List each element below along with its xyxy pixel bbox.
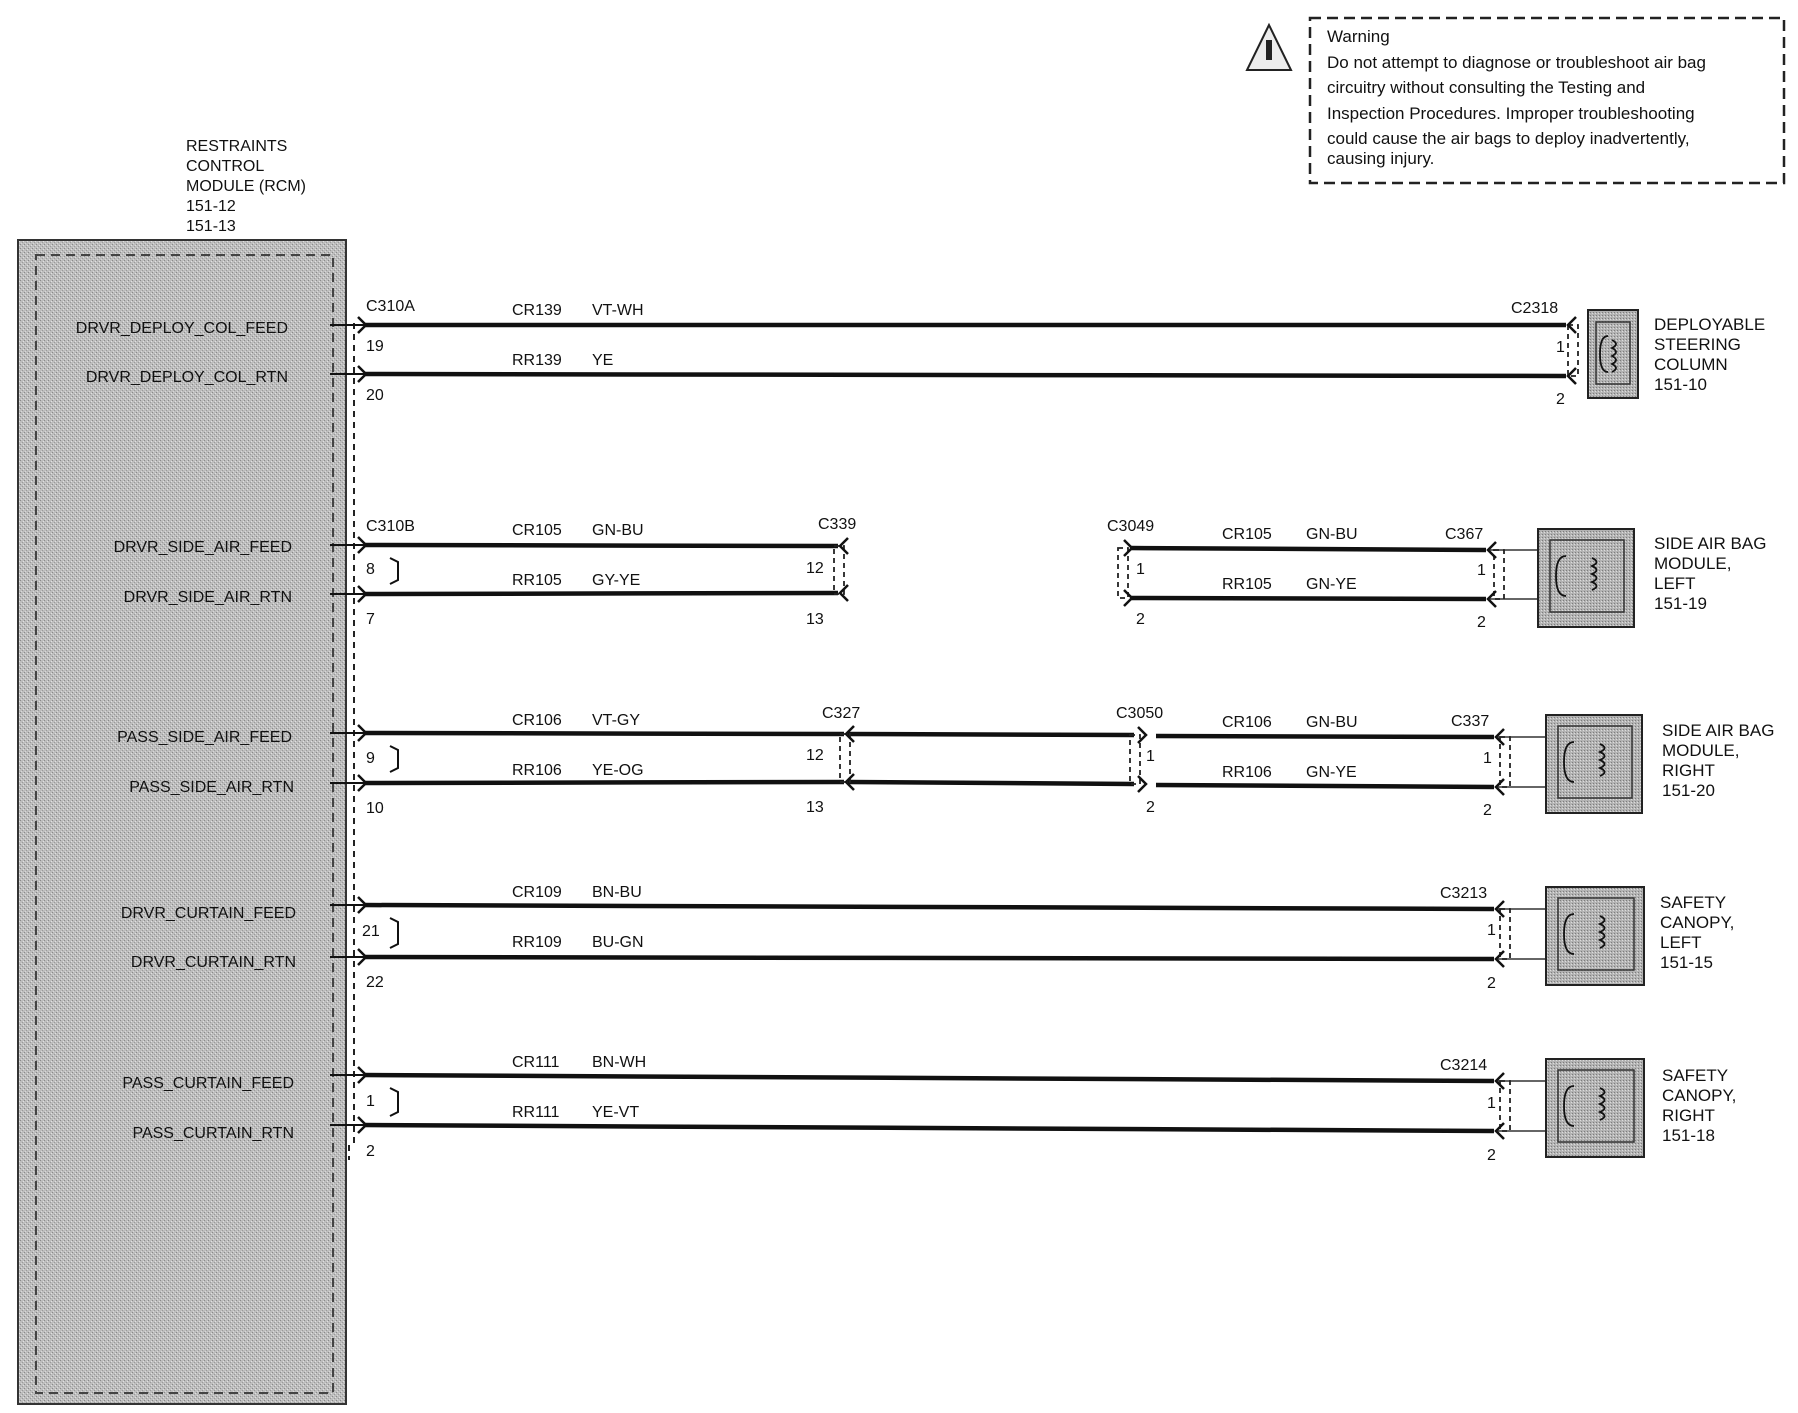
- rcm-label-line: RESTRAINTS: [186, 138, 288, 155]
- component-side-air-bag-left: [1538, 529, 1634, 627]
- warning-line: Do not attempt to diagnose or troubleshoot air bag: [1327, 53, 1706, 72]
- wire: [364, 733, 844, 734]
- rcm-connector-outline: [349, 323, 354, 1160]
- rcm-pin-label: PASS_CURTAIN_FEED: [122, 1075, 294, 1092]
- component-label: LEFT: [1654, 574, 1696, 593]
- pin-number: 2: [1146, 799, 1155, 816]
- component-label: 151-10: [1654, 375, 1707, 394]
- component-connector-outline: [1500, 1081, 1510, 1131]
- component-side-air-bag-right: [1546, 715, 1642, 813]
- pin-number: 12: [806, 747, 824, 764]
- wire-color: YE-VT: [592, 1104, 640, 1121]
- wire-color: GY-YE: [592, 572, 641, 589]
- pin-number: 10: [366, 800, 384, 817]
- twisted-pair-bracket: [390, 1088, 398, 1116]
- connector-label: C3214: [1440, 1057, 1488, 1074]
- component-connector-outline: [1500, 737, 1510, 787]
- pin-number: 1: [366, 1093, 375, 1110]
- wire-color: GN-BU: [592, 522, 644, 539]
- circuit-id: CR105: [512, 522, 562, 539]
- component-deployable-steering-column: [1588, 310, 1638, 398]
- wire: [364, 957, 1494, 959]
- twisted-pair-bracket: [390, 918, 398, 948]
- wire: [1130, 598, 1486, 599]
- circuit-id: CR109: [512, 884, 562, 901]
- connector-label: C327: [822, 705, 861, 722]
- pin-number: 1: [1477, 562, 1486, 579]
- component-label: SAFETY: [1660, 893, 1727, 912]
- circuit-id: RR139: [512, 352, 562, 369]
- connector-label: C3050: [1116, 705, 1164, 722]
- circuit-id: RR111: [512, 1104, 560, 1121]
- pin-number: 13: [806, 611, 824, 628]
- warning-line: could cause the air bags to deploy inadvertently,: [1327, 129, 1690, 148]
- component-label: 151-20: [1662, 781, 1715, 800]
- circuit-id: CR106: [512, 712, 562, 729]
- wire-color: GN-YE: [1306, 764, 1357, 781]
- wire: [1130, 548, 1486, 550]
- wire-color: GN-BU: [1306, 714, 1358, 731]
- pin-number: 2: [1487, 1147, 1496, 1164]
- circuit-id: RR105: [512, 572, 562, 589]
- pin-number: 19: [366, 338, 384, 355]
- warning-line: causing injury.: [1327, 149, 1435, 168]
- wire-color: VT-WH: [592, 302, 644, 319]
- pin-number: 1: [1487, 1095, 1496, 1112]
- circuit-id: RR106: [512, 762, 562, 779]
- rcm-pin-label: DRVR_CURTAIN_FEED: [120, 905, 296, 922]
- circuit-id: CR111: [512, 1054, 560, 1071]
- rcm-pin-label: PASS_SIDE_AIR_RTN: [129, 779, 294, 796]
- pin-number: 1: [1487, 922, 1496, 939]
- pin-number: 22: [366, 974, 384, 991]
- wire-color: GN-YE: [1306, 576, 1357, 593]
- wire-color: YE: [592, 352, 614, 369]
- pin-number: 1: [1146, 748, 1155, 765]
- pin-number: 2: [1483, 802, 1492, 819]
- rcm-pin-label: DRVR_DEPLOY_COL_FEED: [75, 320, 288, 337]
- circuit-id: RR105: [1222, 576, 1272, 593]
- wire: [364, 1075, 1494, 1081]
- pin-number: 1: [1483, 750, 1492, 767]
- rcm-pin-label: DRVR_SIDE_AIR_FEED: [113, 539, 292, 556]
- rcm-module: [18, 240, 346, 1404]
- connector-label: C2318: [1511, 300, 1559, 317]
- circuit-id: RR109: [512, 934, 562, 951]
- rcm-label-line: 151-13: [186, 218, 236, 235]
- connector-label: C310B: [366, 518, 415, 535]
- pin-number: 1: [1136, 561, 1145, 578]
- warning-icon: [1247, 25, 1291, 70]
- pin-number: 7: [366, 611, 375, 628]
- component-label: MODULE,: [1654, 554, 1732, 573]
- wire-color: BN-BU: [592, 884, 642, 901]
- pin-number: 8: [366, 561, 375, 578]
- twisted-pair-bracket: [390, 558, 398, 584]
- pin-number: 2: [366, 1143, 375, 1160]
- wire: [364, 782, 844, 783]
- component-label: RIGHT: [1662, 761, 1715, 780]
- rcm-pin-label: DRVR_CURTAIN_RTN: [130, 954, 296, 971]
- inline-connector-c3049: [1118, 540, 1132, 606]
- warning-title: Warning: [1327, 27, 1390, 46]
- pin-number: 12: [806, 560, 824, 577]
- pin-number: 2: [1136, 611, 1145, 628]
- wire: [1156, 736, 1494, 737]
- rcm-label-line: 151-12: [186, 198, 236, 215]
- component-label: STEERING: [1654, 335, 1741, 354]
- rcm-pin-label: DRVR_DEPLOY_COL_RTN: [85, 369, 288, 386]
- wire: [364, 545, 838, 546]
- component-label: 151-19: [1654, 594, 1707, 613]
- wire: [364, 905, 1494, 909]
- pin-number: 2: [1477, 614, 1486, 631]
- component-label: CANOPY,: [1660, 913, 1735, 932]
- component-connector-outline: [1568, 325, 1578, 376]
- connector-label: C339: [818, 516, 857, 533]
- pin-number: 9: [366, 750, 375, 767]
- wire: [364, 374, 1566, 376]
- component-safety-canopy-left: [1546, 887, 1644, 985]
- rcm-label-line: CONTROL: [186, 158, 265, 175]
- wire-color: BN-WH: [592, 1054, 647, 1071]
- pin-number: 2: [1487, 975, 1496, 992]
- connector-label: C3049: [1107, 518, 1155, 535]
- rcm-label-line: MODULE (RCM): [186, 178, 306, 195]
- pin-number: 1: [1556, 339, 1565, 356]
- component-label: DEPLOYABLE: [1654, 315, 1766, 334]
- connector-label: C367: [1445, 526, 1484, 543]
- component-label: SAFETY: [1662, 1066, 1729, 1085]
- circuit-id: CR105: [1222, 526, 1272, 543]
- rcm-pin-label: PASS_SIDE_AIR_FEED: [117, 729, 292, 746]
- pin-number: 21: [362, 923, 380, 940]
- pin-number: 20: [366, 387, 384, 404]
- warning-line: circuitry without consulting the Testing and: [1327, 78, 1646, 97]
- wire: [364, 593, 838, 594]
- circuit-id: CR106: [1222, 714, 1272, 731]
- pin-number: 13: [806, 799, 824, 816]
- component-label: 151-18: [1662, 1126, 1715, 1145]
- component-safety-canopy-right: [1546, 1059, 1644, 1157]
- wire: [364, 1125, 1494, 1131]
- rcm-pin-label: PASS_CURTAIN_RTN: [132, 1125, 294, 1142]
- connector-label: C337: [1451, 713, 1490, 730]
- wire-color: VT-GY: [592, 712, 641, 729]
- connector-label: C310A: [366, 298, 415, 315]
- wire-color: GN-BU: [1306, 526, 1358, 543]
- component-label: MODULE,: [1662, 741, 1740, 760]
- rcm-pin-label: DRVR_SIDE_AIR_RTN: [123, 589, 292, 606]
- connector-label: C3213: [1440, 885, 1488, 902]
- warning-line: Inspection Procedures. Improper troubleshooting: [1327, 104, 1695, 123]
- component-label: 151-15: [1660, 953, 1713, 972]
- twisted-pair-bracket: [390, 746, 398, 772]
- component-label: SIDE AIR BAG: [1662, 721, 1775, 740]
- wire: [848, 782, 1134, 784]
- circuit-id: RR106: [1222, 764, 1272, 781]
- wire-color: BU-GN: [592, 934, 644, 951]
- wire: [848, 734, 1134, 735]
- component-connector-outline: [1500, 909, 1510, 959]
- pin-number: 2: [1556, 391, 1565, 408]
- wire: [1156, 785, 1494, 787]
- component-label: CANOPY,: [1662, 1086, 1737, 1105]
- component-label: RIGHT: [1662, 1106, 1715, 1125]
- wire-color: YE-OG: [592, 762, 644, 779]
- component-label: SIDE AIR BAG: [1654, 534, 1767, 553]
- component-label: COLUMN: [1654, 355, 1728, 374]
- component-label: LEFT: [1660, 933, 1702, 952]
- circuit-id: CR139: [512, 302, 562, 319]
